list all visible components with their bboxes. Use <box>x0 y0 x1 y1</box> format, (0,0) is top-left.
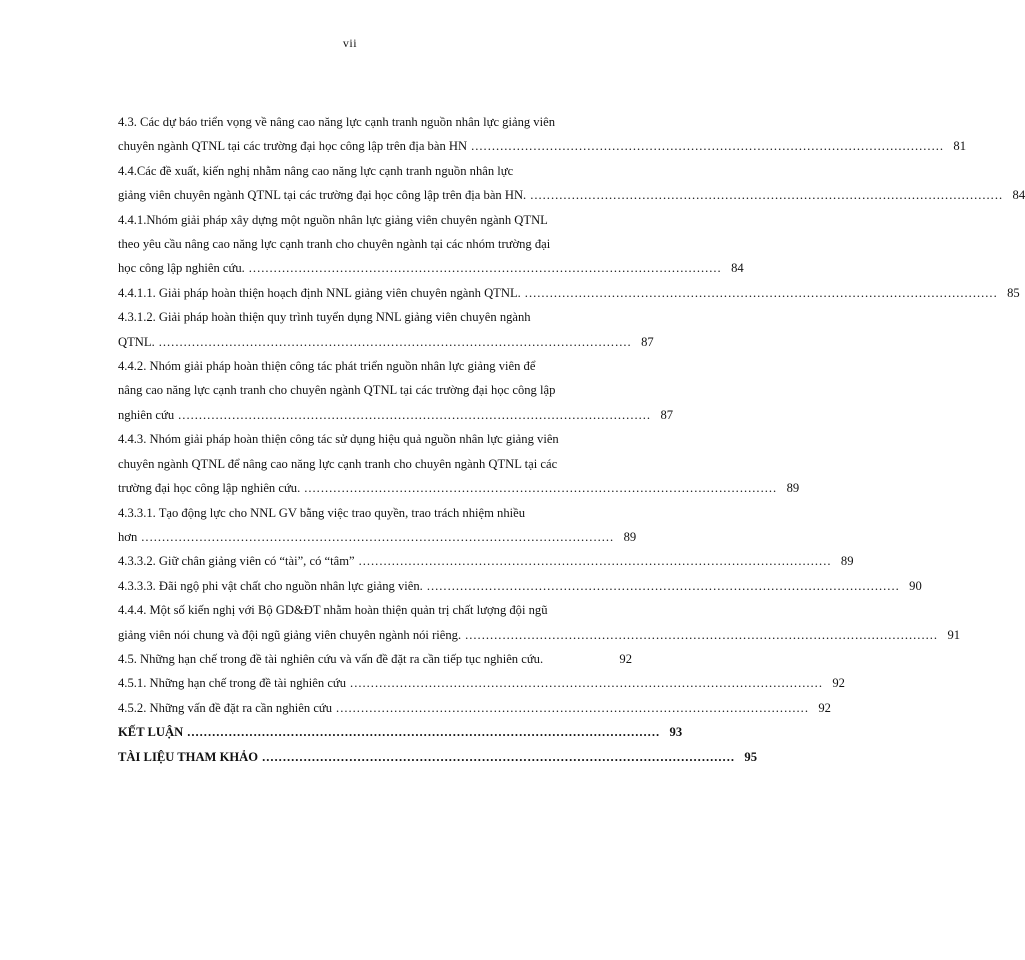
toc-page-number: 85 <box>1007 285 1020 300</box>
toc-entry-text: 4.4.2. Nhóm giải pháp hoàn thiện công tác phát triển nguồn nhân lực giảng viên để <box>118 359 536 374</box>
toc-entry-text: chuyên ngành QTNL để nâng cao năng lực cạnh tranh cho chuyên ngành QTNL tại các <box>118 456 558 471</box>
toc-page-number: 81 <box>953 139 967 154</box>
toc-entry-4-3-3-3[interactable] <box>118 574 922 598</box>
toc-entry-4-4-1[interactable] <box>118 208 744 281</box>
toc-entry-text: trường đại học công lập nghiên cứu. <box>118 481 301 496</box>
dot-leader: .................................................................................................................. <box>524 285 998 300</box>
toc-entry-4-5-2[interactable] <box>118 696 831 720</box>
toc-entry-text: hơn <box>118 529 138 544</box>
toc-page-number: 89 <box>786 481 800 496</box>
page-number: vii <box>342 36 358 50</box>
toc-entry-text: 4.3.1.2. Giải pháp hoàn thiện quy trình tuyển dụng NNL giảng viên chuyên ngành <box>118 310 531 325</box>
dot-leader: .................................................................................................................. <box>471 139 945 154</box>
toc-entry-text: 4.5. Những hạn chế trong đề tài nghiên cứu và vấn đề đặt ra cần tiếp tục nghiên cứu. <box>118 651 544 666</box>
toc-page-number: 95 <box>744 749 757 764</box>
toc-entry-4-4-1-1[interactable] <box>118 281 1020 305</box>
toc-entry-text: 4.5.2. Những vấn đề đặt ra cần nghiên cứu <box>118 700 333 715</box>
toc-entry-text: QTNL. <box>118 334 155 349</box>
toc-entry-text: 4.4.4. Một số kiến nghị với Bộ GD&ĐT nhằm hoàn thiện quản trị chất lượng đội ngũ <box>118 603 548 618</box>
dot-leader: .................................................................................................................. <box>248 261 722 276</box>
dot-leader: .................................................................................................................. <box>530 188 1004 203</box>
toc-entry-text: giảng viên chuyên ngành QTNL tại các trường đại học công lập trên địa bàn HN. <box>118 188 527 203</box>
dot-leader: .................................................................................................................. <box>358 554 832 569</box>
toc-entry-text: TÀI LIỆU THAM KHẢO <box>118 749 259 764</box>
toc-entry-4-3[interactable] <box>118 110 967 159</box>
toc-page-number: 87 <box>641 334 654 349</box>
dot-leader: .................................................................................................................. <box>262 749 735 764</box>
toc-entry-text: 4.3. Các dự báo triển vọng về nâng cao năng lực cạnh tranh nguồn nhân lực giảng viên <box>118 115 555 129</box>
toc-entry-text: KẾT LUẬN <box>118 725 184 740</box>
dot-leader: .................................................................................................................. <box>336 700 809 715</box>
toc-page-number: 87 <box>660 407 674 422</box>
toc-entry-text: nâng cao năng lực cạnh tranh cho chuyên ngành QTNL tại các trường đại học công lập <box>118 383 556 398</box>
dot-leader: .................................................................................................................. <box>178 407 652 422</box>
dot-leader: .................................................................................................................. <box>350 676 823 691</box>
toc-entry-text: 4.3.3.2. Giữ chân giảng viên có “tài”, có “tâm” <box>118 554 355 569</box>
toc-entry-4-3-1-2[interactable] <box>118 305 654 354</box>
toc-entry-text: 4.4.1.1. Giải pháp hoàn thiện hoạch định NNL giảng viên chuyên ngành QTNL. <box>118 285 521 300</box>
toc-entry-4-4[interactable] <box>118 159 1025 208</box>
toc-entry-text: chuyên ngành QTNL tại các trường đại học công lập trên địa bàn HN <box>118 139 468 154</box>
toc-entry-text: học công lập nghiên cứu. <box>118 261 245 276</box>
toc-entry-4-5[interactable] <box>118 647 632 671</box>
toc-entry-text: 4.5.1. Những hạn chế trong đề tài nghiên cứu <box>118 676 347 691</box>
toc-entry-conclusion[interactable] <box>118 720 683 744</box>
toc-entry-text: nghiên cứu <box>118 407 175 422</box>
toc-entry-4-3-3-2[interactable] <box>118 549 854 573</box>
dot-leader: .................................................................................................................. <box>465 627 939 642</box>
toc-page-number: 93 <box>669 725 683 740</box>
toc-page-number: 84 <box>1012 188 1025 203</box>
toc-page-number: 84 <box>731 261 744 276</box>
toc-page-number: 90 <box>909 578 922 593</box>
toc-entry-text: 4.4.1.Nhóm giải pháp xây dựng một nguồn nhân lực giảng viên chuyên ngành QTNL <box>118 212 548 227</box>
toc-entry-text: 4.4.Các đề xuất, kiến nghị nhằm nâng cao năng lực cạnh tranh nguồn nhân lực <box>118 163 514 178</box>
toc-page-number: 92 <box>818 700 831 715</box>
toc-entry-text: 4.4.3. Nhóm giải pháp hoàn thiện công tác sử dụng hiệu quả nguồn nhân lực giảng viên <box>118 432 559 447</box>
dot-leader: .................................................................................................................. <box>426 578 900 593</box>
toc-page-number: 92 <box>619 651 632 666</box>
toc-entry-4-4-4[interactable] <box>118 598 961 647</box>
toc-entry-4-4-2[interactable] <box>118 354 674 427</box>
toc-entry-text: theo yêu cầu nâng cao năng lực cạnh tranh cho chuyên ngành tại các nhóm trường đại <box>118 237 551 252</box>
toc-entry-4-5-1[interactable] <box>118 671 845 695</box>
toc-entry-text: 4.3.3.1. Tạo động lực cho NNL GV bằng việc trao quyền, trao trách nhiệm nhiều <box>118 505 526 520</box>
toc-page-number: 91 <box>947 627 961 642</box>
toc-page-number: 89 <box>840 554 854 569</box>
dot-leader: .................................................................................................................. <box>158 334 632 349</box>
dot-leader: .................................................................................................................. <box>141 529 615 544</box>
toc-entry-references[interactable] <box>118 745 757 769</box>
toc-page-number: 92 <box>832 676 845 691</box>
toc-page-number: 89 <box>623 529 637 544</box>
dot-leader: .................................................................................................................. <box>304 481 778 496</box>
dot-leader: .................................................................................................................. <box>187 725 661 740</box>
table-of-contents <box>118 110 1025 769</box>
toc-entry-4-4-3[interactable] <box>118 427 800 500</box>
toc-entry-4-3-3-1[interactable] <box>118 501 637 550</box>
toc-entry-text: 4.3.3.3. Đãi ngộ phi vật chất cho nguồn nhân lực giảng viên. <box>118 578 423 593</box>
toc-entry-text: giảng viên nói chung và đội ngũ giảng viên chuyên ngành nói riêng. <box>118 627 462 642</box>
